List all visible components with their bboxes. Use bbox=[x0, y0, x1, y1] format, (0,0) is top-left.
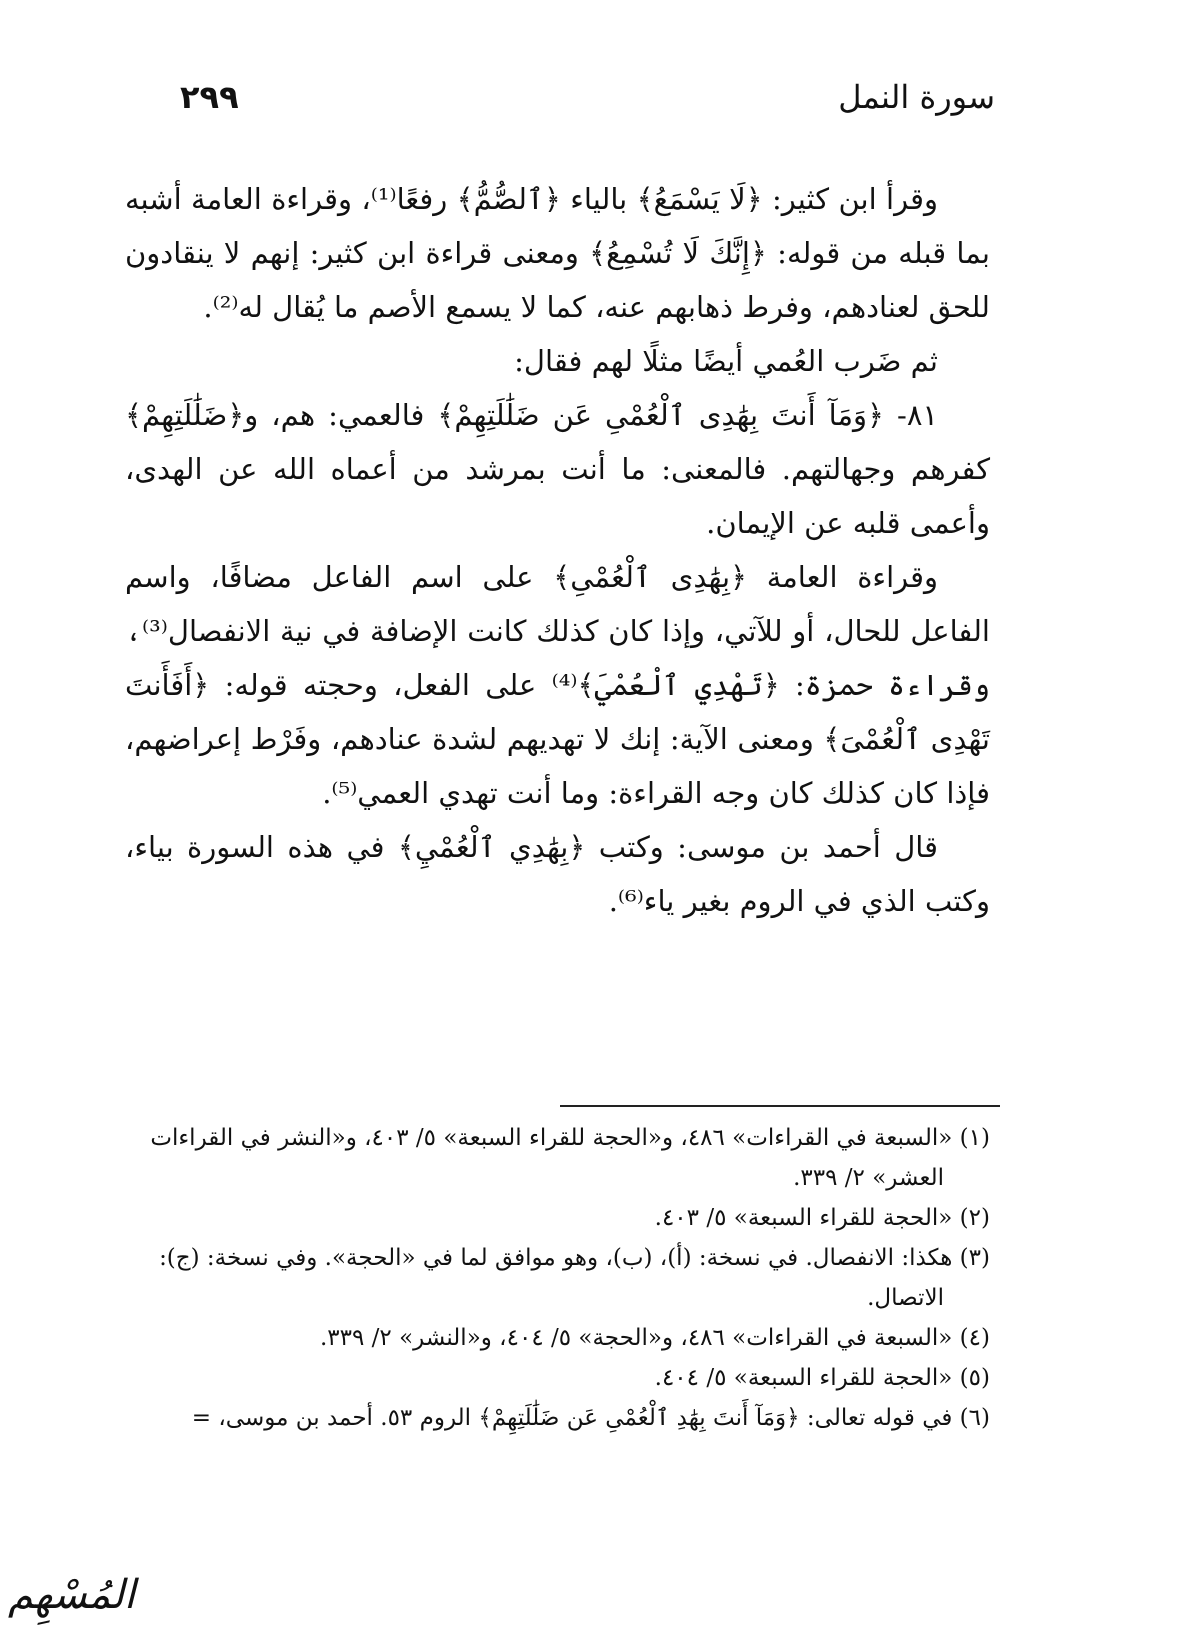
footnote-divider bbox=[560, 1105, 1000, 1107]
page-number: ٢٩٩ bbox=[180, 78, 239, 116]
surah-title: سورة النمل bbox=[838, 78, 995, 116]
footnotes bbox=[125, 1118, 990, 1438]
paragraph-3: ٨١- ﴿وَمَآ أَنتَ بِهَٰدِى ٱلْعُمْىِ عَن ضَلَٰلَتِهِمْ﴾ فالعمي: هم، و﴿ضَلَٰلَتِهِمْ﴾ كفرهم وجهالتهم. فالمعنى: ما أنت بمرشد من أعماه الله عن الهدى، وأعمى قلبه عن الإيمان. bbox=[125, 398, 990, 540]
footnote-1: (١) «السبعة في القراءات» ٤٨٦، و«الحجة للقراء السبعة» ٥/ ٤٠٣، و«النشر في القراءات العشر» ٢/ ٣٣٩. bbox=[150, 1125, 990, 1191]
logo-text: المُسْهِم bbox=[8, 1572, 136, 1618]
footnote-2: (٢) «الحجة للقراء السبعة» ٥/ ٤٠٣. bbox=[654, 1205, 990, 1231]
footnote-6: (٦) في قوله تعالى: ﴿وَمَآ أَنتَ بِهَٰدِ ٱلْعُمْىِ عَن ضَلَٰلَتِهِمْ﴾ الروم ٥٣. أحمد بن موسى، = bbox=[191, 1405, 990, 1431]
page-header bbox=[180, 78, 995, 138]
publisher-logo bbox=[0, 1572, 136, 1642]
footnote-3: (٣) هكذا: الانفصال. في نسخة: (أ)، (ب)، وهو موافق لما في «الحجة». وفي نسخة: (ج): الاتصال. bbox=[159, 1245, 990, 1311]
paragraph-2: ثم ضَرب العُمي أيضًا مثلًا لهم فقال: bbox=[514, 344, 938, 378]
paragraph-4: وقراءة العامة ﴿بِهَٰدِى ٱلْعُمْىِ﴾ على اسم الفاعل مضافًا، واسم الفاعل للحال، أو للآتي، وإذا كان كذلك كانت الإضافة في نية الانفصال⁽³⁾، وقراءة حمزة: ﴿تَهْدِي ٱلْعُمْيَ﴾⁽⁴⁾ على الفعل، وحجته قوله: ﴿أَفَأَنتَ تَهْدِى ٱلْعُمْىَ﴾ ومعنى الآية: إنك لا تهديهم لشدة عنادهم، وفَرْط إعراضهم، فإذا كان كذلك كان وجه القراءة: وما أنت تهدي العمي⁽⁵⁾. bbox=[125, 560, 990, 810]
footnote-5: (٥) «الحجة للقراء السبعة» ٥/ ٤٠٤. bbox=[654, 1365, 990, 1391]
footnote-4: (٤) «السبعة في القراءات» ٤٨٦، و«الحجة» ٥/ ٤٠٤، و«النشر» ٢/ ٣٣٩. bbox=[319, 1325, 990, 1351]
paragraph-1: وقرأ ابن كثير: ﴿لَا يَسْمَعُ﴾ بالياء ﴿ٱلصُّمُّ﴾ رفعًا⁽¹⁾، وقراءة العامة أشبه بما قبله من قوله: ﴿إِنَّكَ لَا تُسْمِعُ﴾ ومعنى قراءة ابن كثير: إنهم لا ينقادون للحق لعنادهم، وفرط ذهابهم عنه، كما لا يسمع الأصم ما يُقال له⁽²⁾. bbox=[125, 182, 990, 324]
main-text bbox=[125, 172, 990, 928]
paragraph-5: قال أحمد بن موسى: وكتب ﴿بِهَٰدِي ٱلْعُمْيِ﴾ في هذه السورة بياء، وكتب الذي في الروم بغير ياء⁽⁶⁾. bbox=[125, 830, 990, 918]
